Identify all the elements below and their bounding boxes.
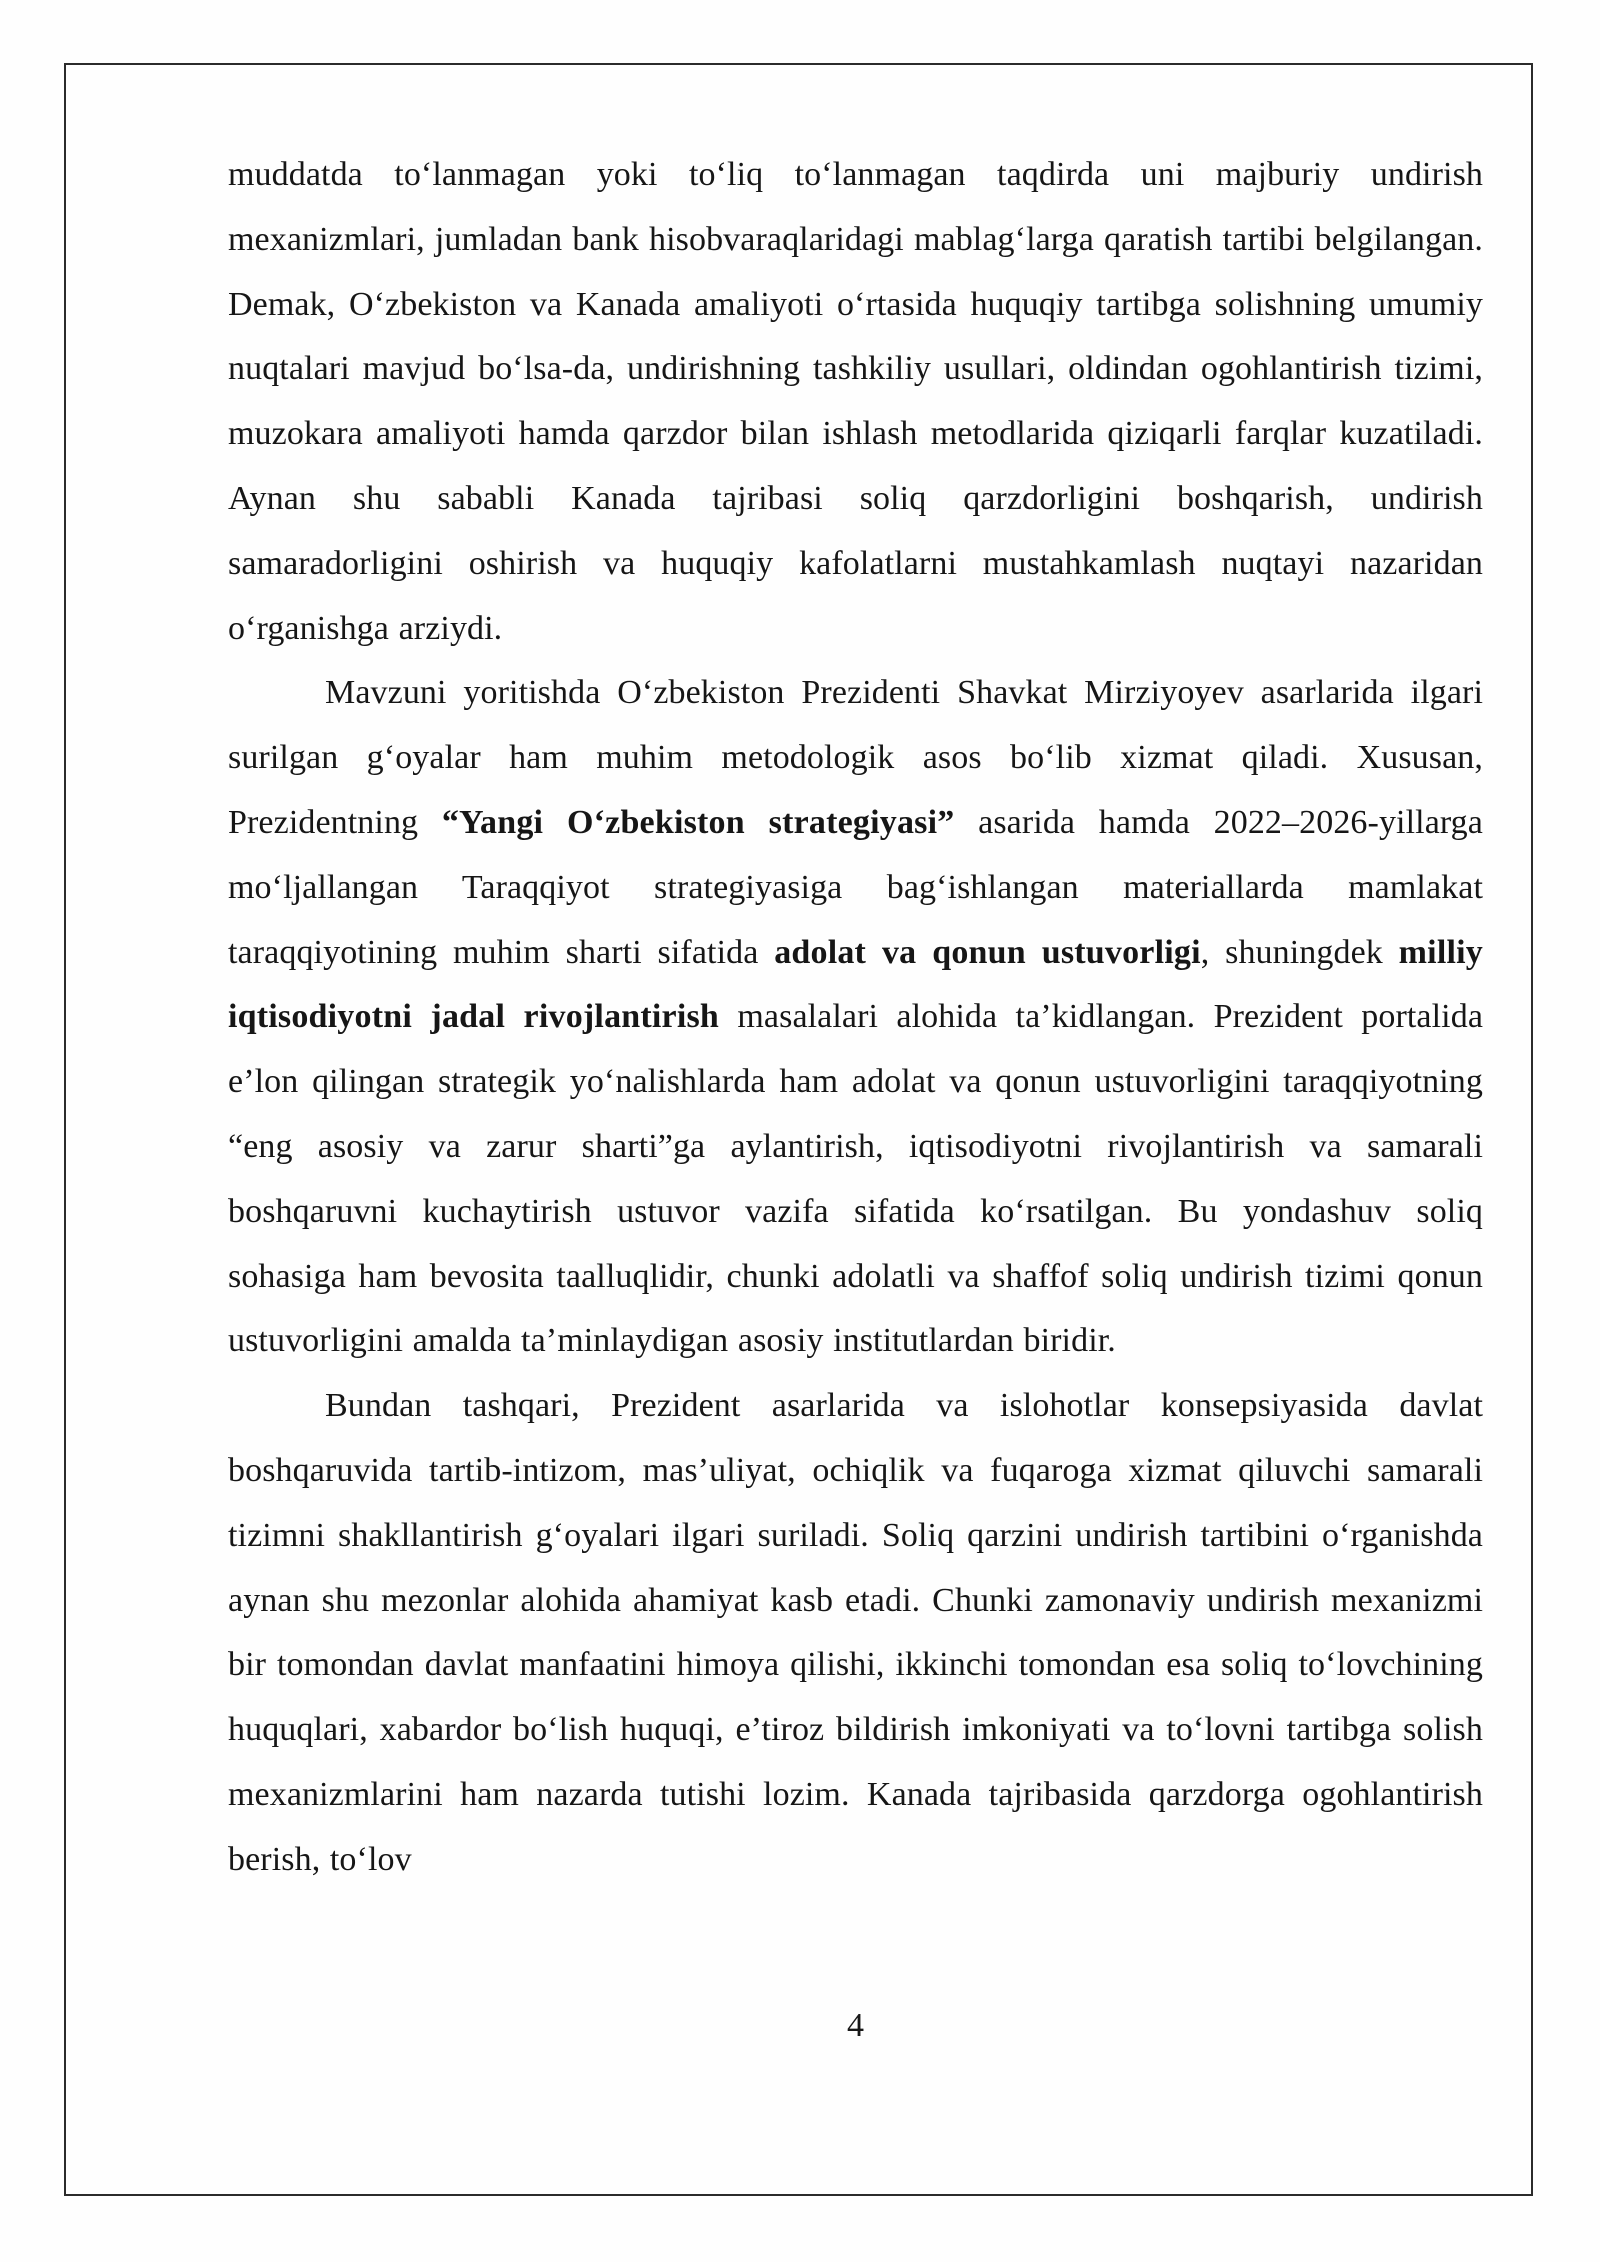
bold-phrase-adolat: adolat va qonun ustuvorligi: [774, 933, 1201, 971]
paragraph-text: Mavzuni yoritishda O‘zbekiston Prezidenti Shavkat Mirziyoyev asarlarida ilgari surilgan g‘oyalar ham muhim metodologik asos bo‘lib xizmat qiladi. Xususan, Prezidentning: [228, 674, 1483, 841]
bold-book-title: “Yangi O‘zbekiston strategiyasi”: [441, 803, 955, 841]
paragraph-bundan-tashqari: [228, 1374, 1483, 1892]
page-number: 4: [847, 2007, 864, 2044]
paragraph-continuation: [228, 143, 1483, 661]
paragraph-text: masalalari alohida ta’kidlangan. Prezident portalida e’lon qilingan strategik yo‘nalishlarda ham adolat va qonun ustuvorligini taraqqiyotning “eng asosiy va zarur sharti”ga aylantirish, iqtisodiyotni rivojlantirish va samarali boshqaruvni kuchaytirish ustuvor vazifa sifatida ko‘rsatilgan. Bu yondashuv soliq sohasiga ham bevosita taalluqlidir, chunki adolatli va shaffof soliq undirish tizimi qonun ustuvorligini amalda ta’minlaydigan asosiy institutlardan biridir.: [228, 998, 1484, 1360]
paragraph-mavzuni: [228, 661, 1483, 1374]
bold-phrase-milliy-iqtisodiyot: milliy iqtisodiyotni jadal rivojlantirish: [228, 933, 1483, 1036]
text-content: [228, 143, 1483, 1893]
paragraph-text: muddatda to‘lanmagan yoki to‘liq to‘lanmagan taqdirda uni majburiy undirish mexanizmlari, jumladan bank hisobvaraqlaridagi mablag‘larga qaratish tartibi belgilangan. Demak, O‘zbekiston va Kanada amaliyoti o‘rtasida huquqiy tartibga solishning umumiy nuqtalari mavjud bo‘lsa-da, undirishning tashkiliy usullari, oldindan ogohlantirish tizimi, muzokara amaliyoti hamda qarzdor bilan ishlash metodlarida qiziqarli farqlar kuzatiladi. Aynan shu sababli Kanada tajribasi soliq qarzdorligini boshqarish, undirish samaradorligini oshirish va huquqiy kafolatlarni mustahkamlash nuqtayi nazaridan o‘rganishga arziydi.: [228, 156, 1483, 647]
paragraph-text: Bundan tashqari, Prezident asarlarida va islohotlar konsepsiyasida davlat boshqaruvida tartib-intizom, mas’uliyat, ochiqlik va fuqaroga xizmat qiluvchi samarali tizimni shakllantirish g‘oyalari ilgari suriladi. Soliq qarzini undirish tartibini o‘rganishda aynan shu mezonlar alohida ahamiyat kasb etadi. Chunki zamonaviy undirish mexanizmi bir tomondan davlat manfaatini himoya qilishi, ikkinchi tomondan esa soliq to‘lovchining huquqlari, xabardor bo‘lish huquqi, e’tiroz bildirish imkoniyati va to‘lovni tartibga solish mexanizmlarini ham nazarda tutishi lozim. Kanada tajribasida qarzdorga ogohlantirish berish, to‘lov: [228, 1387, 1483, 1878]
paragraph-text: asarida hamda 2022–2026-yillarga mo‘ljallangan Taraqqiyot strategiyasiga bag‘ishlangan materiallarda mamlakat taraqqiyotining muhim sharti sifatida: [228, 803, 1483, 971]
paragraph-text: , shuningdek: [1200, 933, 1399, 971]
